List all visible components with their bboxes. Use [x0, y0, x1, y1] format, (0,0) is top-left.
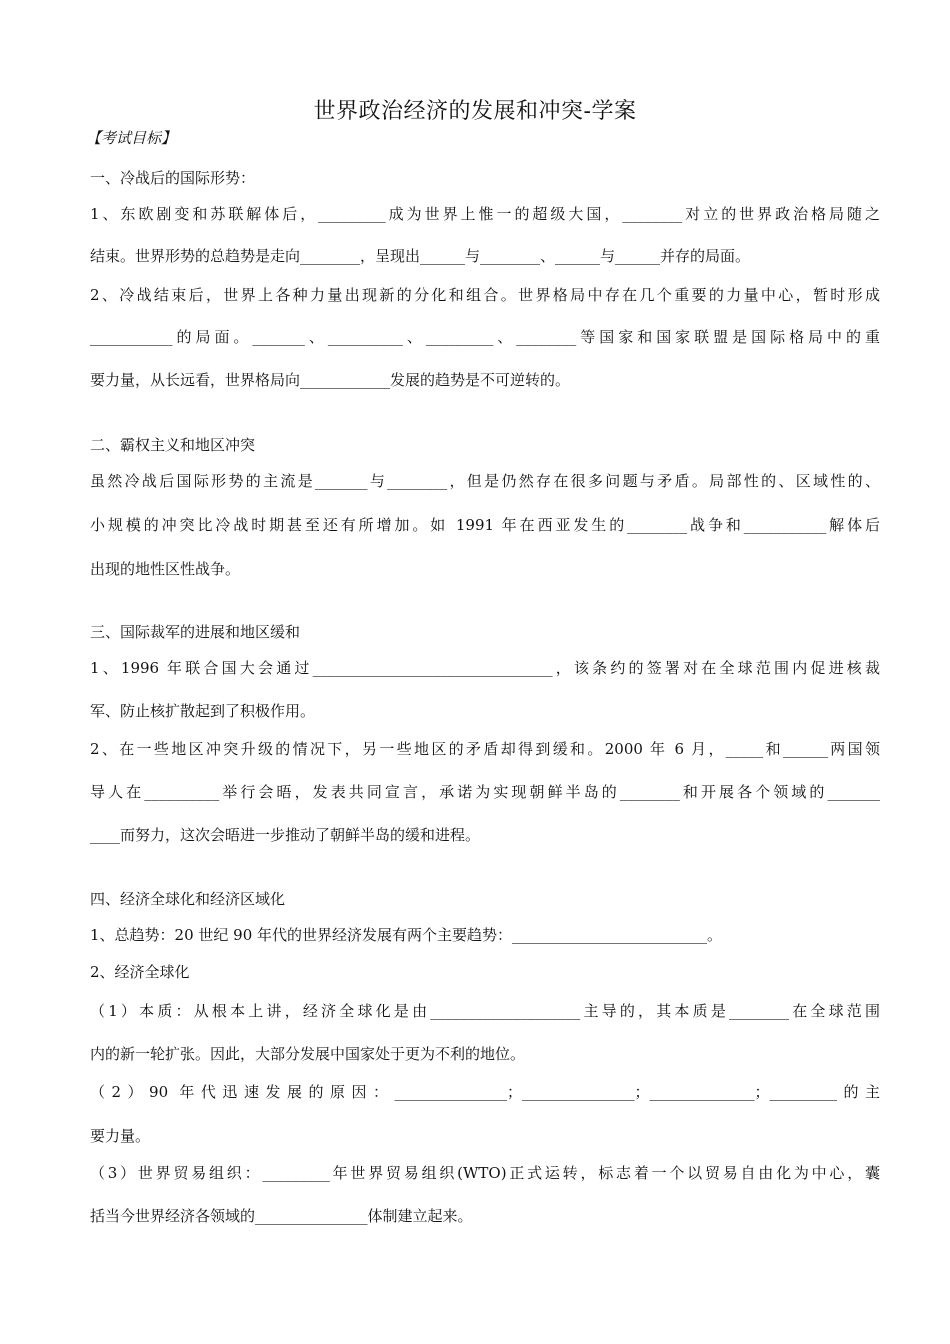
section-3-item-1-line-2: 军、防止核扩散起到了积极作用。: [90, 702, 316, 720]
section-3-heading: 三、国际裁军的进展和地区缓和: [90, 623, 301, 641]
section-1-item-2-line-1: 2、冷战结束后，世界上各种力量出现新的分化和组合。世界格局中存在几个重要的力量中心，暂时形成: [90, 286, 880, 304]
section-4-item-1: 1、总趋势：20 世纪 90 年代的世界经济发展有两个主要趋势：__________________________。: [90, 926, 723, 944]
section-3-item-2-line-2: 导人在__________举行会晤，发表共同宣言，承诺为实现朝鲜半岛的________和开展各个领域的_______: [90, 783, 880, 801]
section-1-heading: 一、冷战后的国际形势：: [90, 169, 256, 187]
section-4-item-2-heading: 2、经济全球化: [90, 963, 190, 981]
section-1-item-1-line-2: 结束。世界形势的总趋势是走向________，呈现出______与________、______与______并存的局面。: [90, 247, 751, 265]
section-1-item-2-line-3: 要力量，从长远看，世界格局向____________发展的趋势是不可逆转的。: [90, 371, 571, 389]
section-2-line-1: 虽然冷战后国际形势的主流是_______与________，但是仍然存在很多问题与矛盾。局部性的、区域性的、: [90, 472, 880, 490]
document-title: 世界政治经济的发展和冲突-学案: [313, 99, 637, 124]
exam-goal-label: 【考试目标】: [86, 129, 177, 147]
section-4-sub-3-line-1: （3）世界贸易组织：_________年世界贸易组织(WTO)正式运转，标志着一个以贸易自由化为中心，囊: [90, 1164, 880, 1182]
section-2-line-2: 小规模的冲突比冷战时期甚至还有所增加。如 1991 年在西亚发生的________战争和___________解体后: [90, 516, 880, 534]
section-3-item-2-line-1: 2、在一些地区冲突升级的情况下，另一些地区的矛盾却得到缓和。2000 年 6 月，_____和______两国领: [90, 740, 880, 758]
section-3-item-1-line-1: 1、1996 年联合国大会通过________________________________，该条约的签署对在全球范围内促进核裁: [90, 659, 880, 677]
section-4-sub-1-line-2: 内的新一轮扩张。因此，大部分发展中国家处于更为不利的地位。: [90, 1045, 526, 1063]
section-4-sub-2-line-1: （2）90 年代迅速发展的原因：_______________；_______________；______________；_________的主: [90, 1083, 880, 1101]
section-4-sub-2-line-2: 要力量。: [90, 1127, 151, 1145]
section-2-line-3: 出现的地性区性战争。: [90, 560, 241, 578]
section-1-item-1-line-1: 1、东欧剧变和苏联解体后，_________成为世界上惟一的超级大国，________对立的世界政治格局随之: [90, 205, 880, 223]
section-4-heading: 四、经济全球化和经济区域化: [90, 890, 286, 908]
section-4-sub-1-line-1: （1）本质：从根本上讲，经济全球化是由____________________主导的，其本质是________在全球范围: [90, 1002, 880, 1020]
section-3-item-2-line-3: ____而努力，这次会晤进一步推动了朝鲜半岛的缓和进程。: [90, 826, 481, 844]
section-1-item-2-line-2: ___________的局面。_______、__________、_________、________等国家和国家联盟是国际格局中的重: [90, 328, 880, 346]
section-2-heading: 二、霸权主义和地区冲突: [90, 436, 256, 454]
section-4-sub-3-line-2: 括当今世界经济各领域的_______________体制建立起来。: [90, 1207, 473, 1225]
